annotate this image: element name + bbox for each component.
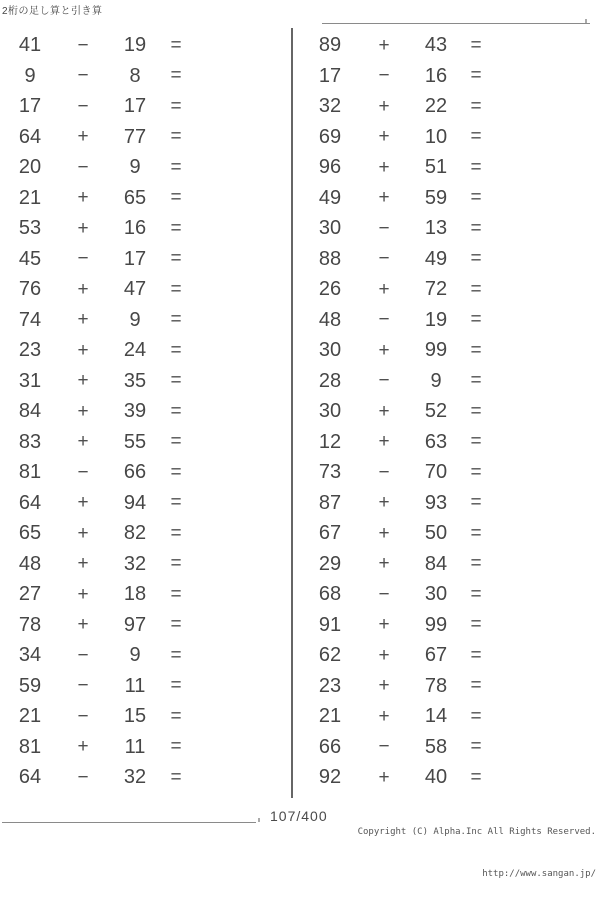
problem-row [293, 183, 543, 214]
operand-a: 28 [318, 369, 342, 392]
operator: − [77, 156, 89, 178]
operator: − [77, 766, 89, 788]
operand-a: 49 [318, 186, 342, 209]
operand-b: 18 [123, 583, 147, 606]
equals-sign: = [470, 522, 482, 544]
operator: − [378, 461, 390, 483]
equals-sign: = [170, 431, 182, 453]
operand-b: 66 [123, 461, 147, 484]
operand-b: 9 [129, 644, 141, 667]
operator: + [378, 95, 390, 117]
operator: + [77, 126, 89, 148]
operand-a: 9 [24, 64, 36, 87]
problem-row [293, 610, 543, 641]
operand-b: 15 [123, 705, 147, 728]
operand-a: 32 [318, 95, 342, 118]
equals-sign: = [170, 614, 182, 636]
problem-row [293, 91, 543, 122]
problem-row [293, 335, 543, 366]
problem-row [293, 305, 543, 336]
operator: + [378, 126, 390, 148]
equals-sign: = [170, 34, 182, 56]
equals-sign: = [170, 156, 182, 178]
operand-a: 62 [318, 644, 342, 667]
operator: − [378, 65, 390, 87]
equals-sign: = [470, 766, 482, 788]
operand-b: 14 [424, 705, 448, 728]
problem-row [0, 183, 292, 214]
problem-row [0, 762, 292, 793]
operand-a: 91 [318, 613, 342, 636]
problem-row [0, 61, 292, 92]
operand-a: 26 [318, 278, 342, 301]
operand-b: 8 [129, 64, 141, 87]
operand-a: 23 [318, 674, 342, 697]
operand-a: 76 [18, 278, 42, 301]
equals-sign: = [470, 370, 482, 392]
problem-row [0, 305, 292, 336]
equals-sign: = [470, 644, 482, 666]
equals-sign: = [170, 492, 182, 514]
operator: + [77, 370, 89, 392]
operand-b: 40 [424, 766, 448, 789]
footer-rule [2, 822, 256, 823]
operand-a: 78 [18, 613, 42, 636]
footer-rule-tick [258, 818, 260, 822]
operand-b: 32 [123, 552, 147, 575]
equals-sign: = [470, 736, 482, 758]
operator: − [77, 34, 89, 56]
equals-sign: = [470, 65, 482, 87]
operand-a: 88 [318, 247, 342, 270]
operand-b: 32 [123, 766, 147, 789]
header-rule [322, 23, 590, 24]
header-rule-tick [585, 19, 587, 23]
problem-row [0, 30, 292, 61]
operator: + [378, 34, 390, 56]
operator: + [77, 583, 89, 605]
operator: − [378, 248, 390, 270]
equals-sign: = [470, 431, 482, 453]
operand-a: 48 [18, 552, 42, 575]
problem-row [0, 732, 292, 763]
operand-a: 21 [318, 705, 342, 728]
problem-row [293, 366, 543, 397]
operator: + [378, 400, 390, 422]
operand-a: 31 [18, 369, 42, 392]
problem-row [293, 30, 543, 61]
operand-b: 47 [123, 278, 147, 301]
operand-b: 58 [424, 735, 448, 758]
problem-row [293, 244, 543, 275]
operand-b: 17 [123, 95, 147, 118]
operand-a: 45 [18, 247, 42, 270]
equals-sign: = [170, 309, 182, 331]
operator: − [378, 583, 390, 605]
operand-a: 21 [18, 705, 42, 728]
operand-b: 11 [124, 674, 146, 697]
operator: − [77, 65, 89, 87]
equals-sign: = [170, 583, 182, 605]
operand-b: 94 [123, 491, 147, 514]
operator: + [378, 705, 390, 727]
operand-a: 30 [318, 400, 342, 423]
operand-b: 11 [124, 735, 146, 758]
equals-sign: = [470, 583, 482, 605]
operator: + [77, 217, 89, 239]
problem-row [293, 518, 543, 549]
operand-a: 68 [318, 583, 342, 606]
equals-sign: = [170, 705, 182, 727]
problems-column-left [0, 30, 292, 793]
problem-row [0, 640, 292, 671]
operand-b: 49 [424, 247, 448, 270]
operand-b: 93 [424, 491, 448, 514]
equals-sign: = [470, 675, 482, 697]
problem-row [293, 427, 543, 458]
copyright [358, 797, 596, 909]
operand-b: 43 [424, 34, 448, 57]
operand-a: 83 [18, 430, 42, 453]
operand-a: 87 [318, 491, 342, 514]
problems-column-right [293, 30, 543, 793]
problem-row [293, 732, 543, 763]
page-title: 2桁の足し算と引き算 [2, 6, 103, 17]
operator: + [77, 736, 89, 758]
problem-row [0, 549, 292, 580]
operand-a: 69 [318, 125, 342, 148]
problem-row [0, 335, 292, 366]
operand-a: 81 [18, 461, 42, 484]
equals-sign: = [470, 553, 482, 575]
problem-row [293, 152, 543, 183]
equals-sign: = [470, 34, 482, 56]
operator: + [77, 553, 89, 575]
operand-a: 17 [318, 64, 342, 87]
operator: + [378, 522, 390, 544]
operator: − [77, 644, 89, 666]
problem-row [0, 518, 292, 549]
equals-sign: = [170, 766, 182, 788]
equals-sign: = [470, 187, 482, 209]
operand-b: 82 [123, 522, 147, 545]
problem-row [293, 762, 543, 793]
operand-b: 9 [129, 156, 141, 179]
problem-row [293, 274, 543, 305]
operand-b: 99 [424, 339, 448, 362]
problem-row [293, 549, 543, 580]
operand-a: 30 [318, 217, 342, 240]
problem-row [0, 91, 292, 122]
problem-row [0, 396, 292, 427]
operand-b: 63 [424, 430, 448, 453]
operator: − [77, 675, 89, 697]
operator: + [77, 522, 89, 544]
problem-row [0, 579, 292, 610]
equals-sign: = [470, 217, 482, 239]
problem-row [0, 701, 292, 732]
operator: − [77, 95, 89, 117]
operand-a: 34 [18, 644, 42, 667]
operator: + [77, 339, 89, 361]
problem-row [293, 488, 543, 519]
operand-a: 81 [18, 735, 42, 758]
operand-a: 59 [18, 674, 42, 697]
operand-b: 65 [123, 186, 147, 209]
operator: + [77, 278, 89, 300]
operand-b: 77 [123, 125, 147, 148]
operator: + [378, 644, 390, 666]
operand-a: 64 [18, 125, 42, 148]
copyright-line1: Copyright (C) Alpha.Inc All Rights Reserved. [357, 827, 596, 837]
operand-b: 10 [424, 125, 448, 148]
problem-row [0, 457, 292, 488]
equals-sign: = [470, 278, 482, 300]
operand-b: 16 [424, 64, 448, 87]
equals-sign: = [470, 126, 482, 148]
operator: − [378, 370, 390, 392]
operand-a: 48 [318, 308, 342, 331]
operator: + [378, 675, 390, 697]
operator: − [378, 736, 390, 758]
operator: + [77, 431, 89, 453]
operator: + [77, 187, 89, 209]
equals-sign: = [170, 217, 182, 239]
problem-row [293, 671, 543, 702]
operand-a: 17 [18, 95, 42, 118]
problem-row [293, 61, 543, 92]
operand-b: 78 [424, 674, 448, 697]
operand-b: 35 [123, 369, 147, 392]
operand-a: 29 [318, 552, 342, 575]
operator: + [77, 492, 89, 514]
operand-a: 23 [18, 339, 42, 362]
operand-b: 13 [424, 217, 448, 240]
operator: − [77, 705, 89, 727]
equals-sign: = [170, 400, 182, 422]
problem-row [0, 427, 292, 458]
operand-b: 17 [123, 247, 147, 270]
problem-row [293, 579, 543, 610]
operand-b: 24 [123, 339, 147, 362]
operand-a: 92 [318, 766, 342, 789]
equals-sign: = [170, 370, 182, 392]
operator: + [77, 614, 89, 636]
copyright-line2: http://www.sangan.jp/ [482, 869, 596, 879]
operator: + [378, 553, 390, 575]
problem-row [0, 274, 292, 305]
operand-a: 74 [18, 308, 42, 331]
problem-row [0, 152, 292, 183]
operand-b: 55 [123, 430, 147, 453]
operand-b: 30 [424, 583, 448, 606]
operand-b: 22 [424, 95, 448, 118]
problem-row [293, 213, 543, 244]
equals-sign: = [170, 126, 182, 148]
equals-sign: = [170, 95, 182, 117]
equals-sign: = [470, 400, 482, 422]
operator: + [378, 431, 390, 453]
equals-sign: = [170, 461, 182, 483]
operand-b: 9 [129, 308, 141, 331]
equals-sign: = [170, 278, 182, 300]
operator: + [77, 309, 89, 331]
operand-a: 30 [318, 339, 342, 362]
operand-b: 84 [424, 552, 448, 575]
operand-b: 39 [123, 400, 147, 423]
operand-b: 50 [424, 522, 448, 545]
operand-b: 9 [430, 369, 442, 392]
problem-row [0, 671, 292, 702]
operator: + [378, 187, 390, 209]
problem-row [293, 396, 543, 427]
operator: + [378, 492, 390, 514]
operator: + [378, 766, 390, 788]
operand-a: 20 [18, 156, 42, 179]
operand-a: 84 [18, 400, 42, 423]
problem-row [293, 640, 543, 671]
operator: − [77, 248, 89, 270]
problem-row [0, 213, 292, 244]
equals-sign: = [470, 614, 482, 636]
operand-b: 16 [123, 217, 147, 240]
equals-sign: = [170, 248, 182, 270]
operand-a: 65 [18, 522, 42, 545]
equals-sign: = [470, 492, 482, 514]
operand-a: 53 [18, 217, 42, 240]
operator: + [378, 278, 390, 300]
equals-sign: = [170, 675, 182, 697]
operand-a: 64 [18, 491, 42, 514]
problem-row [0, 244, 292, 275]
equals-sign: = [170, 644, 182, 666]
equals-sign: = [470, 95, 482, 117]
operand-b: 51 [424, 156, 448, 179]
equals-sign: = [470, 156, 482, 178]
operand-a: 96 [318, 156, 342, 179]
operand-a: 66 [318, 735, 342, 758]
operand-b: 52 [424, 400, 448, 423]
operand-a: 41 [18, 34, 42, 57]
equals-sign: = [470, 339, 482, 361]
operator: − [378, 217, 390, 239]
operand-b: 67 [424, 644, 448, 667]
problem-row [0, 488, 292, 519]
operator: + [378, 614, 390, 636]
page-number: 107/400 [270, 808, 328, 824]
operand-a: 64 [18, 766, 42, 789]
operand-b: 99 [424, 613, 448, 636]
operator: + [378, 339, 390, 361]
operand-a: 73 [318, 461, 342, 484]
operand-a: 12 [318, 430, 342, 453]
operator: + [77, 400, 89, 422]
operator: − [77, 461, 89, 483]
equals-sign: = [470, 309, 482, 331]
equals-sign: = [170, 553, 182, 575]
operator: + [378, 156, 390, 178]
operand-b: 72 [424, 278, 448, 301]
equals-sign: = [470, 248, 482, 270]
operator: − [378, 309, 390, 331]
operand-a: 89 [318, 34, 342, 57]
operand-a: 67 [318, 522, 342, 545]
operand-b: 19 [424, 308, 448, 331]
problem-row [293, 701, 543, 732]
equals-sign: = [170, 522, 182, 544]
problem-row [293, 122, 543, 153]
equals-sign: = [470, 705, 482, 727]
problem-row [0, 366, 292, 397]
operand-b: 59 [424, 186, 448, 209]
equals-sign: = [170, 736, 182, 758]
operand-b: 97 [123, 613, 147, 636]
equals-sign: = [170, 187, 182, 209]
problem-row [293, 457, 543, 488]
equals-sign: = [470, 461, 482, 483]
problem-row [0, 610, 292, 641]
equals-sign: = [170, 339, 182, 361]
operand-b: 19 [123, 34, 147, 57]
operand-b: 70 [424, 461, 448, 484]
operand-a: 27 [18, 583, 42, 606]
operand-a: 21 [18, 186, 42, 209]
equals-sign: = [170, 65, 182, 87]
problem-row [0, 122, 292, 153]
